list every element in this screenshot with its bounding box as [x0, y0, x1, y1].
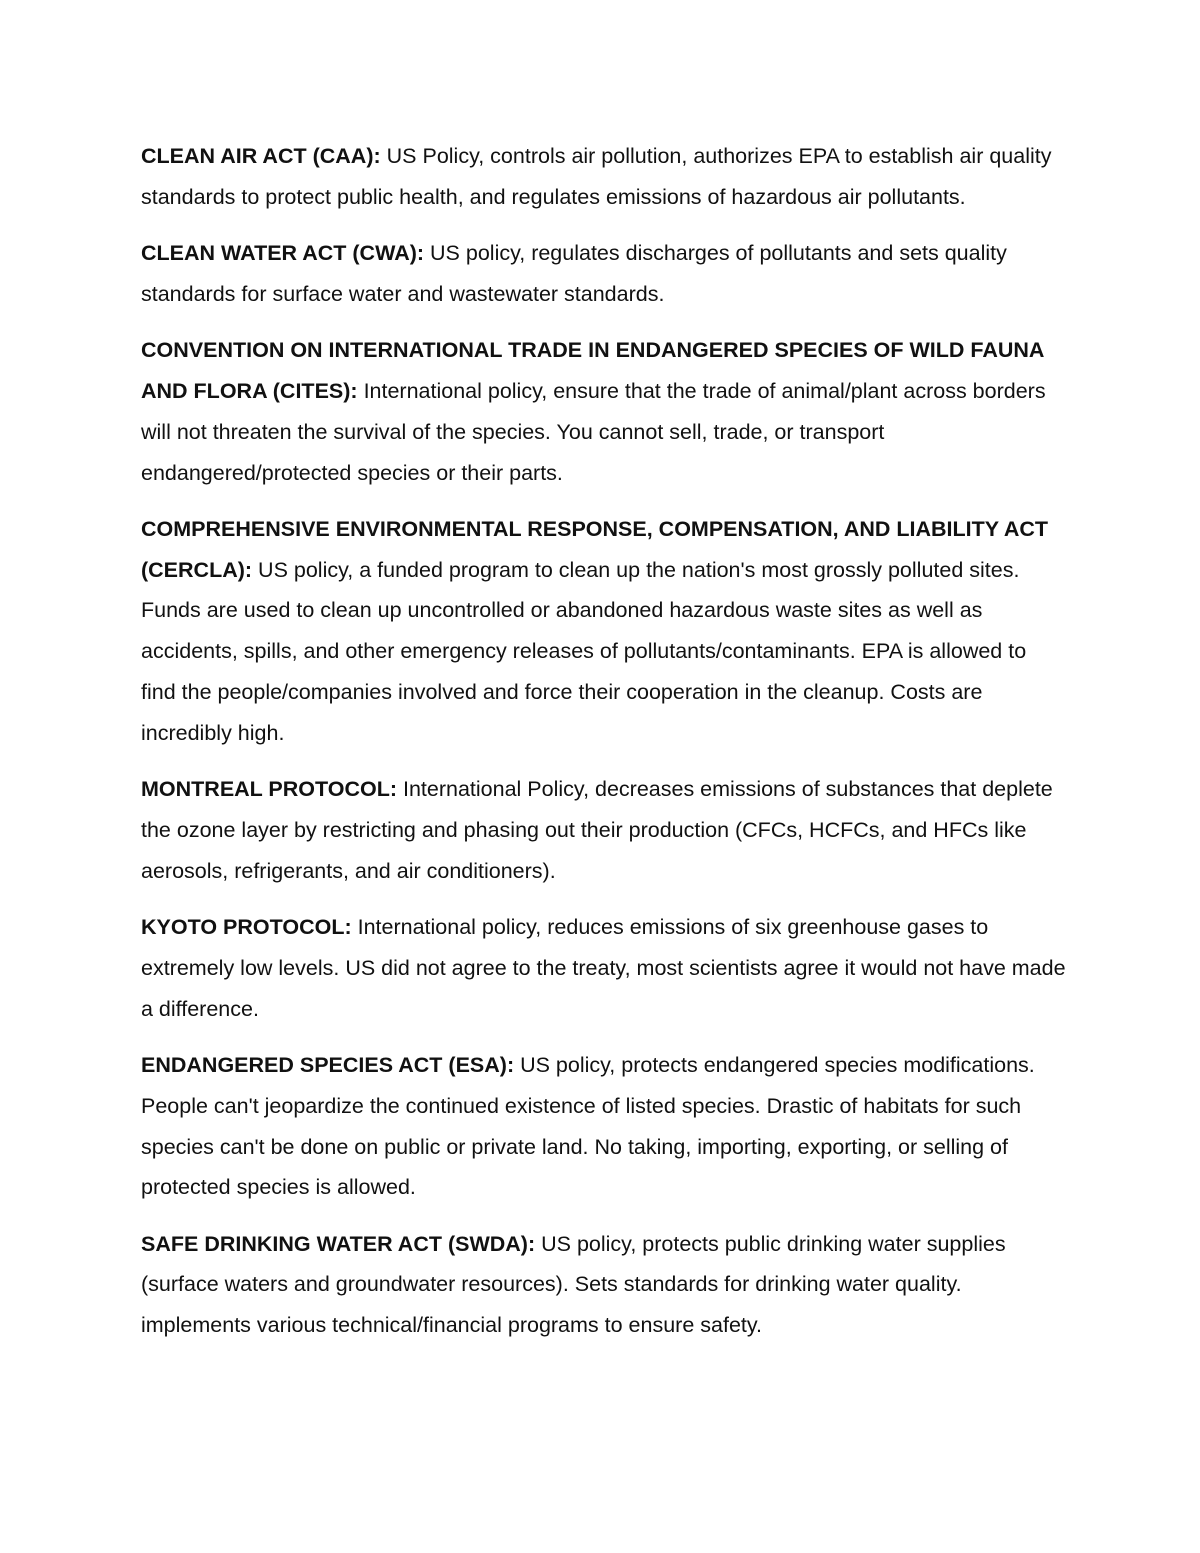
entry-kyoto-protocol: [141, 907, 1066, 1029]
entry-swda: [141, 1224, 1066, 1346]
entry-cwa: [141, 233, 1066, 315]
entry-description: International policy, reduces emissions of six greenhouse gases to extremely low levels. US did not agree to the treaty, most scientists agree it would not have made a difference.: [141, 915, 1066, 1021]
entry-description: US policy, protects endangered species modifications. People can't jeopardize the continued existence of listed species. Drastic of habitats for such species can't be done on public or private land. No taking, importing, exporting, or selling of protected species is allowed.: [141, 1052, 1035, 1200]
entry-cercla: [141, 509, 1066, 754]
entry-description: US policy, regulates discharges of pollutants and sets quality standards for surface water and wastewater standards.: [141, 241, 1007, 306]
entry-term: ENDANGERED SPECIES ACT (ESA):: [141, 1052, 515, 1077]
entry-description: International Policy, decreases emissions of substances that deplete the ozone layer by restricting and phasing out their production (CFCs, HCFCs, and HFCs like aerosols, refrigerants, and air conditioners).: [141, 777, 1053, 883]
entry-term: KYOTO PROTOCOL:: [141, 915, 352, 940]
entry-description: US policy, a funded program to clean up the nation's most grossly polluted sites. Funds are used to clean up uncontrolled or abandoned hazardous waste sites as well as accidents, spills, and other emergency releases of pollutants/contaminants. EPA is allowed to find the people/companies involved and force their cooperation in the cleanup. Costs are incredibly high.: [141, 557, 1027, 745]
entry-term: MONTREAL PROTOCOL:: [141, 777, 398, 802]
document-body: [141, 136, 1066, 1362]
entry-cites: [141, 330, 1066, 493]
entry-term: SAFE DRINKING WATER ACT (SWDA):: [141, 1231, 536, 1256]
entry-term: CLEAN WATER ACT (CWA):: [141, 241, 425, 266]
entry-esa: [141, 1045, 1066, 1208]
entry-description: US Policy, controls air pollution, authorizes EPA to establish air quality standards to protect public health, and regulates emissions of hazardous air pollutants.: [141, 144, 1052, 209]
entry-term: COMPREHENSIVE ENVIRONMENTAL RESPONSE, COMPENSATION, AND LIABILITY ACT (CERCLA):: [141, 516, 1049, 582]
entry-term: CLEAN AIR ACT (CAA):: [141, 144, 381, 168]
entry-description: US policy, protects public drinking water supplies (surface waters and groundwater resources). Sets standards for drinking water quality. implements various technical/financial programs to ensure safety.: [141, 1231, 1006, 1338]
entry-caa: [141, 136, 1066, 218]
entry-montreal-protocol: [141, 769, 1066, 891]
entry-description: International policy, ensure that the trade of animal/plant across borders will not threaten the survival of the species. You cannot sell, trade, or transport endangered/protected species or their parts.: [141, 378, 1046, 485]
entry-term: CONVENTION ON INTERNATIONAL TRADE IN ENDANGERED SPECIES OF WILD FAUNA AND FLORA (CITES):: [141, 338, 1044, 403]
